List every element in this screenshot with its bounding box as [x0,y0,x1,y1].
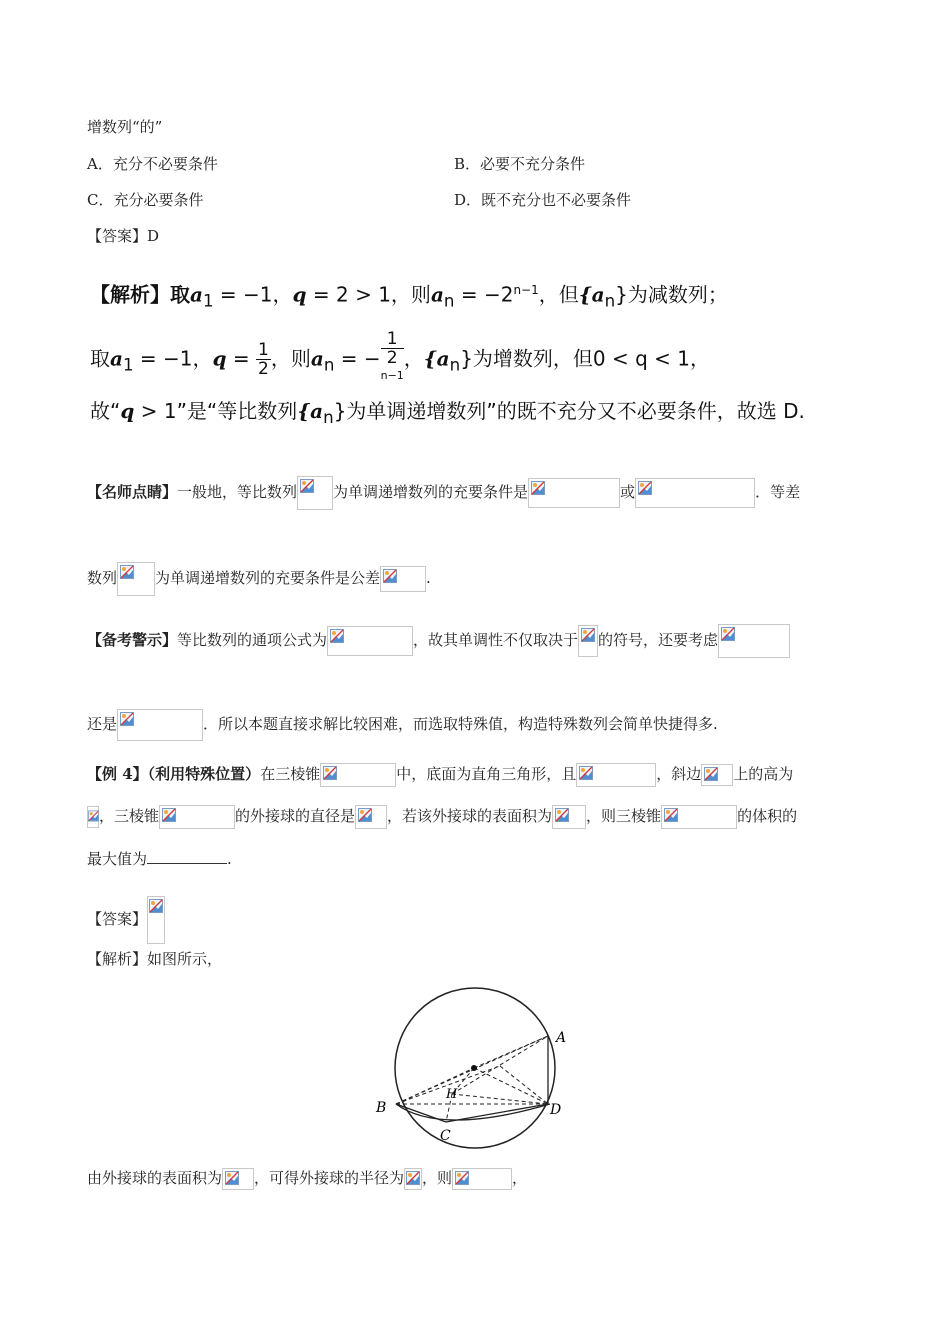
example-4-line-1: 【例 4】（利用特殊位置）在三棱锥 中，底面为直角三角形，且 ，斜边 上的高为 [87,763,793,787]
option-b: B．必要不充分条件 [454,155,586,173]
broken-image-icon [528,478,620,508]
sphere-center-point [471,1065,477,1071]
warning-paragraph-line-2: 还是 ．所以本题直接求解比较困难，而选取特殊值，构造特殊数列会简单快捷得多. [87,709,718,741]
broken-image-icon [117,562,155,596]
final-line: 由外接球的表面积为 ，可得外接球的半径为 ，则 ， [87,1167,527,1190]
answer-2: 【答案】 [87,896,165,944]
label-a: A [556,1030,567,1046]
option-a: A．充分不必要条件 [87,155,218,173]
solution-line-3: 故“q > 1”是“等比数列$\{a_n\}$为单调递增数列”的既不充分又不必要条件，故选 D. [90,399,805,427]
broken-image-icon [578,625,598,657]
broken-image-icon [117,709,203,741]
label-c: C [440,1128,451,1144]
broken-image-icon [327,626,413,656]
answer-blank [147,849,227,864]
tip-paragraph-line-2: 数列 为单调递增数列的充要条件是公差 . [87,562,431,596]
solution-line-2: 取$a_1 = -1$，q = $\frac{1}{2}$ ，则$a_n$ = − 1 2 $^{n-1}$ ，$\{a_n\}$为增数列，但0 < q < 1， [90,330,710,390]
broken-image-icon [661,805,737,829]
broken-image-icon [355,805,387,829]
broken-image-icon [576,763,656,787]
broken-image-icon [147,896,165,944]
answer-1: 【答案】D [87,227,160,245]
label-h: H [446,1087,458,1102]
option-d: D．既不充分也不必要条件 [454,191,632,209]
broken-image-icon [222,1168,254,1190]
broken-image-icon [380,566,426,592]
dashed-edges [396,1036,548,1122]
warning-paragraph-line-1: 【备考警示】等比数列的通项公式为 ，故其单调性不仅取决于 的符号，还要考虑 [87,624,790,658]
fraction-power: 1 2 $^{n-1}$ [380,329,404,382]
broken-image-icon [552,805,586,829]
broken-image-icon [718,624,790,658]
broken-image-icon [701,764,733,786]
solid-edges [396,1036,548,1122]
broken-image-icon [635,478,755,508]
analysis-label: 【解析】如图所示， [87,950,223,968]
broken-image-icon [87,806,99,828]
tip-paragraph-line-1: 【名师点睛】一般地，等比数列 为单调递增数列的充要条件是 或 ．等差 [87,476,800,510]
broken-image-icon [320,763,396,787]
broken-image-icon [159,805,235,829]
broken-image-icon [452,1168,512,1190]
solution-line-1: 【解析】取$a_1 = -1$，q = 2 > 1，则$a_n = -2^{n-1}$，但$\{a_n\}$为减数列； [90,282,728,311]
option-c: C．充分必要条件 [87,191,204,209]
sphere-tetrahedron-figure [370,986,580,1156]
example-4-line-3: 最大值为 . [87,850,232,868]
broken-image-icon [297,476,333,510]
label-d: D [550,1102,562,1118]
broken-image-icon [404,1168,422,1190]
fraction-half: $\frac{1}{2}$ [258,340,269,380]
label-b: B [376,1100,387,1116]
example-4-line-2: ，三棱锥 的外接球的直径是 ，若该外接球的表面积为 ，则三棱锥 的体积的 [87,805,797,829]
question-tail: 增数列“的” [87,118,163,136]
